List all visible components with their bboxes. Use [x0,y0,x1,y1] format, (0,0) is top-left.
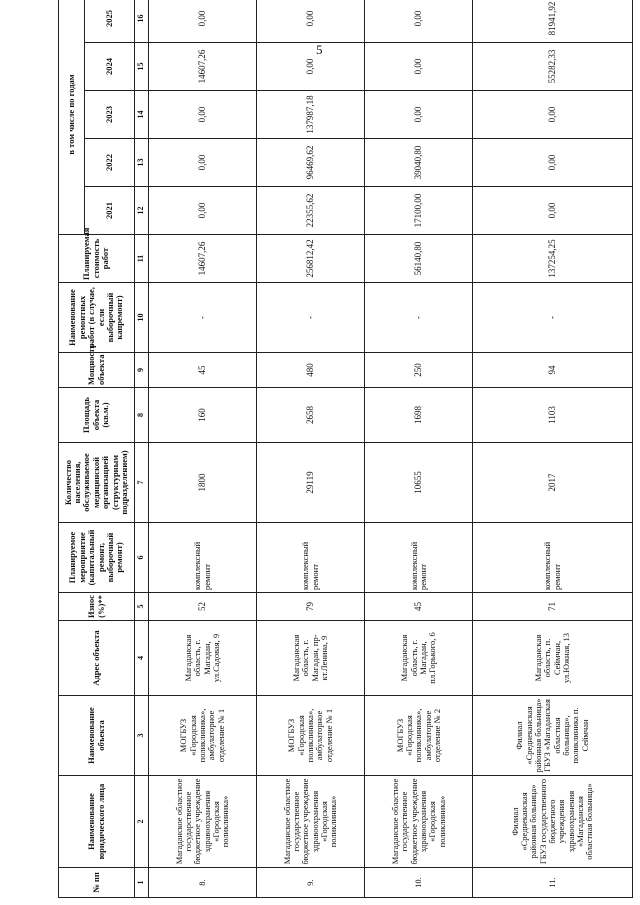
wear-percent: 71 [473,593,633,621]
col-number: 13 [135,139,149,187]
col-number: 7 [135,443,149,523]
repair-works: - [149,283,257,353]
population: 1800 [149,443,257,523]
header-cell: Наименование ремонтных работ (в случае, если выборочный капремонт) [59,283,135,353]
header-cell: Наименование юридического лица [59,776,135,868]
year-header: 2025 [85,0,135,43]
value-2021: 0,00 [473,187,633,235]
value-2022: 0,00 [149,139,257,187]
value-2022: 0,00 [473,139,633,187]
header-cell: Износ (%)** [59,593,135,621]
header-row [59,0,85,898]
legal-entity: Магаданское областное государственное бюджетное учреждение здравоохранения «Городская поликлиника» [257,776,365,868]
planned-measure: комплексный ремонт [257,523,365,593]
header-cell: Планируемая стоимость работ [59,235,135,283]
table-row [257,0,365,898]
header-cell: Наименование объекта [59,696,135,776]
col-number: 16 [135,0,149,43]
value-2023: 0,00 [365,91,473,139]
row-number: 10. [365,868,473,898]
value-2023: 0,00 [473,91,633,139]
capacity: 45 [149,353,257,388]
legal-entity: Магаданское областное государственное бюджетное учреждение здравоохранения «Городская поликлиника» [365,776,473,868]
value-2021: 22355,62 [257,187,365,235]
col-number: 1 [135,868,149,898]
col-number: 3 [135,696,149,776]
rotated-table-container [58,1,633,898]
value-2024: 0,00 [257,43,365,91]
row-number: 9. [257,868,365,898]
value-2023: 137987,18 [257,91,365,139]
wear-percent: 52 [149,593,257,621]
value-2025: 0,00 [149,0,257,43]
table-row [365,0,473,898]
planned-cost: 14607,26 [149,235,257,283]
object-address: Магаданская область, г. Магадан, пл.Горького, 6 [365,621,473,696]
repair-works: - [365,283,473,353]
year-header: 2021 [85,187,135,235]
row-number: 8. [149,868,257,898]
header-cell: Площадь объекта (кв.м.) [59,388,135,443]
header-cell: Планируемое мероприятие (капитальный ремонт, выборочный ремонт) [59,523,135,593]
value-2025: 81941,92 [473,0,633,43]
object-address: Магаданская область, г. Магадан, пр-кт.Ленина, 9 [257,621,365,696]
value-2023: 0,00 [149,91,257,139]
page-number: 5 [316,42,323,57]
value-2021: 17100,00 [365,187,473,235]
object-name: Филиал «Среднеканская районная больница» ГБУЗ «Магаданская областная больница», поликлиника п. Сеймчан [473,696,633,776]
value-2024: 55282,33 [473,43,633,91]
table-row [473,0,633,898]
area: 2658 [257,388,365,443]
col-number: 4 [135,621,149,696]
object-address: Магаданская область, п. Сеймчан, ул.Южная, 13 [473,621,633,696]
capacity: 250 [365,353,473,388]
value-2025: 0,00 [257,0,365,43]
planned-measure: комплексный ремонт [365,523,473,593]
value-2025: 0,00 [365,0,473,43]
object-name: МОГБУЗ «Городская поликлиника», амбулаторное отделение № 1 [149,696,257,776]
header-cell: № пп [59,868,135,898]
legal-entity: Магаданское областное государственное бюджетное учреждение здравоохранения «Городская поликлиника» [149,776,257,868]
population: 2017 [473,443,633,523]
col-number: 10 [135,283,149,353]
planned-measure: комплексный ремонт [473,523,633,593]
legal-entity: Филиал «Среднеканская районная больница» ГБУЗ государственного бюджетного учреждения здравоохранения «Магаданская областная больница» [473,776,633,868]
column-number-row [135,0,149,898]
area: 1698 [365,388,473,443]
header-cell: Мощность объекта [59,353,135,388]
area: 160 [149,388,257,443]
col-number: 2 [135,776,149,868]
object-address: Магаданская область, г. Магадан, ул.Садовая, 9 [149,621,257,696]
col-number: 11 [135,235,149,283]
wear-percent: 45 [365,593,473,621]
planned-cost: 256812,42 [257,235,365,283]
value-2024: 0,00 [365,43,473,91]
col-number: 8 [135,388,149,443]
col-number: 5 [135,593,149,621]
value-2024: 14607,26 [149,43,257,91]
repair-works: - [257,283,365,353]
years-subheader: в том числе по годам [59,0,85,235]
area: 1103 [473,388,633,443]
capacity: 480 [257,353,365,388]
col-number: 9 [135,353,149,388]
object-name: МОГБУЗ «Городская поликлиника», амбулаторное отделение № 2 [365,696,473,776]
planned-cost: 56140,80 [365,235,473,283]
population: 29119 [257,443,365,523]
value-2021: 0,00 [149,187,257,235]
col-number: 12 [135,187,149,235]
planned-measure: комплексный ремонт [149,523,257,593]
col-number: 14 [135,91,149,139]
year-header: 2022 [85,139,135,187]
repair-works: - [473,283,633,353]
table-row [149,0,257,898]
year-header: 2023 [85,91,135,139]
value-2022: 39040,80 [365,139,473,187]
header-cell: Количество населения, обслуживаемое медицинской организацией (структурным подразделением) [59,443,135,523]
header-cell: Адрес объекта [59,621,135,696]
value-2022: 96469,62 [257,139,365,187]
planned-cost: 137254,25 [473,235,633,283]
year-header: 2024 [85,43,135,91]
col-number: 15 [135,43,149,91]
population: 10655 [365,443,473,523]
col-number: 6 [135,523,149,593]
capacity: 94 [473,353,633,388]
row-number: 11. [473,868,633,898]
object-name: МОГБУЗ «Городская поликлиника», амбулаторное отделение № 1 [257,696,365,776]
wear-percent: 79 [257,593,365,621]
repair-plan-table [58,0,633,898]
